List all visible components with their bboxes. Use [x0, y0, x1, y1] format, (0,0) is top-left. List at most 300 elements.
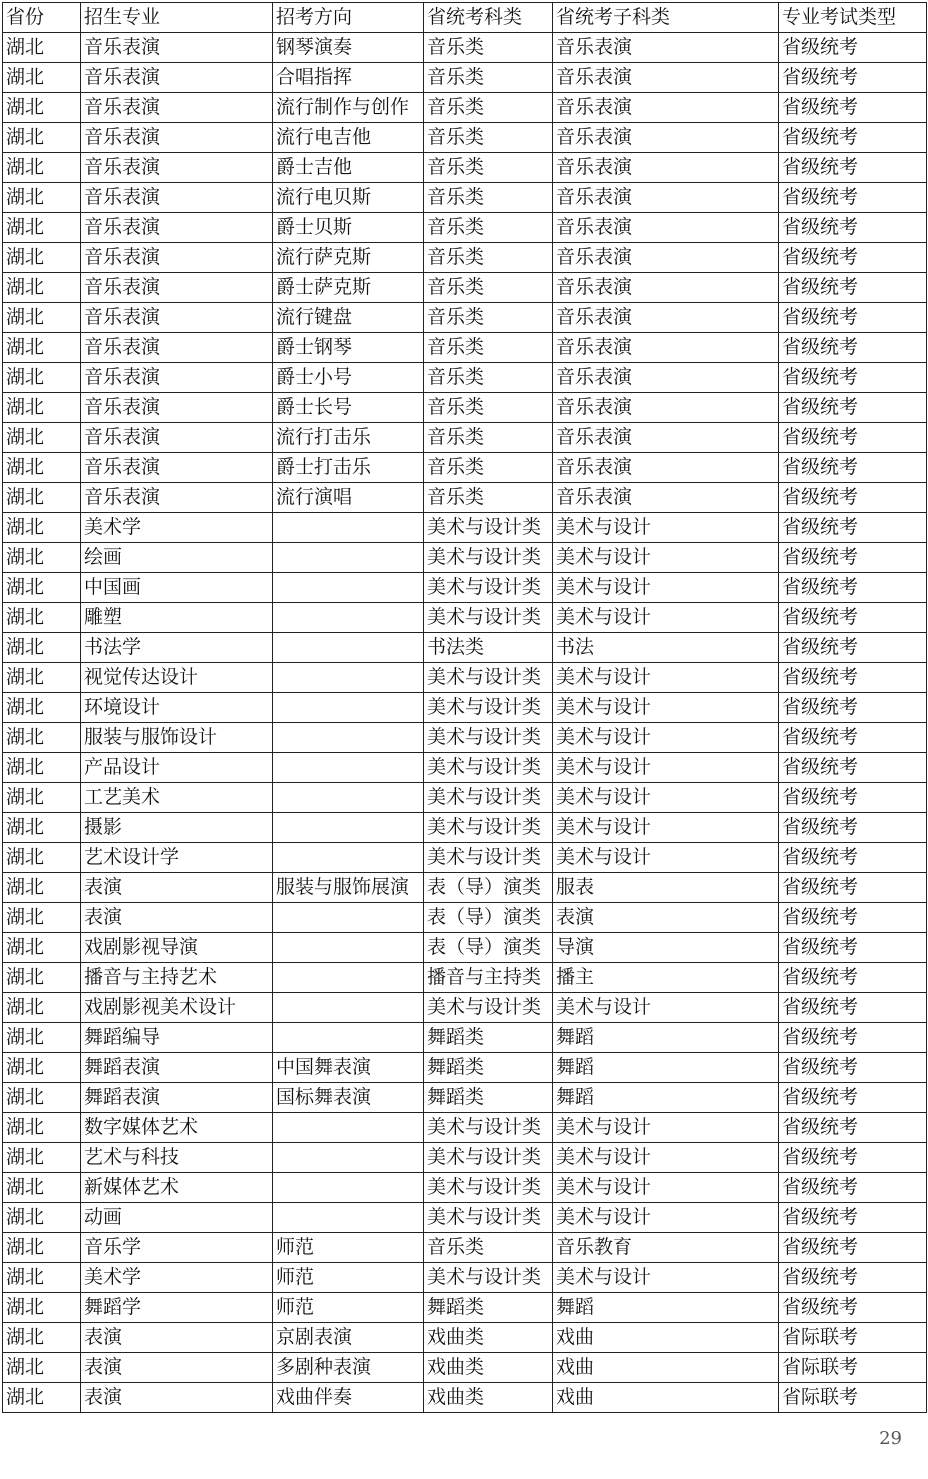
- province-cell: 湖北: [3, 1383, 81, 1413]
- exam-subcategory-cell: 戏曲: [553, 1323, 779, 1353]
- exam-type-cell: 省级统考: [779, 573, 927, 603]
- exam-type-cell: 省际联考: [779, 1383, 927, 1413]
- table-row: [3, 843, 927, 873]
- exam-subcategory-cell: 音乐表演: [553, 483, 779, 513]
- exam-subcategory-cell: 音乐表演: [553, 393, 779, 423]
- table-row: [3, 1023, 927, 1053]
- province-cell: 湖北: [3, 1023, 81, 1053]
- table-body: [3, 33, 927, 1413]
- major-cell: 音乐表演: [81, 273, 273, 303]
- exam-subcategory-cell: 舞蹈: [553, 1083, 779, 1113]
- table-row: [3, 603, 927, 633]
- table-row: [3, 1353, 927, 1383]
- direction-cell: [273, 633, 424, 663]
- major-cell: 音乐表演: [81, 363, 273, 393]
- exam-subcategory-cell: 舞蹈: [553, 1293, 779, 1323]
- exam-category-cell: 美术与设计类: [424, 993, 553, 1023]
- major-cell: 舞蹈表演: [81, 1053, 273, 1083]
- direction-cell: [273, 993, 424, 1023]
- exam-type-cell: 省级统考: [779, 753, 927, 783]
- province-cell: 湖北: [3, 1323, 81, 1353]
- table-row: [3, 1143, 927, 1173]
- province-cell: 湖北: [3, 63, 81, 93]
- exam-subcategory-cell: 书法: [553, 633, 779, 663]
- table-row: [3, 723, 927, 753]
- direction-cell: 爵士萨克斯: [273, 273, 424, 303]
- major-cell: 音乐表演: [81, 483, 273, 513]
- major-cell: 音乐表演: [81, 423, 273, 453]
- exam-category-cell: 音乐类: [424, 63, 553, 93]
- major-cell: 视觉传达设计: [81, 663, 273, 693]
- exam-category-cell: 音乐类: [424, 123, 553, 153]
- direction-cell: [273, 903, 424, 933]
- direction-cell: 流行键盘: [273, 303, 424, 333]
- province-cell: 湖北: [3, 1233, 81, 1263]
- exam-subcategory-cell: 音乐表演: [553, 333, 779, 363]
- exam-type-cell: 省级统考: [779, 663, 927, 693]
- direction-cell: 流行制作与创作: [273, 93, 424, 123]
- direction-cell: 戏曲伴奏: [273, 1383, 424, 1413]
- exam-category-cell: 音乐类: [424, 243, 553, 273]
- direction-cell: 爵士小号: [273, 363, 424, 393]
- direction-cell: 流行打击乐: [273, 423, 424, 453]
- province-cell: 湖北: [3, 513, 81, 543]
- province-cell: 湖北: [3, 663, 81, 693]
- table-row: [3, 333, 927, 363]
- major-cell: 表演: [81, 873, 273, 903]
- table-row: [3, 693, 927, 723]
- exam-category-cell: 书法类: [424, 633, 553, 663]
- major-cell: 舞蹈学: [81, 1293, 273, 1323]
- exam-subcategory-cell: 美术与设计: [553, 1203, 779, 1233]
- table-row: [3, 903, 927, 933]
- direction-cell: [273, 723, 424, 753]
- exam-subcategory-cell: 戏曲: [553, 1383, 779, 1413]
- exam-category-cell: 美术与设计类: [424, 603, 553, 633]
- exam-type-cell: 省级统考: [779, 813, 927, 843]
- table-row: [3, 1113, 927, 1143]
- province-cell: 湖北: [3, 1293, 81, 1323]
- province-cell: 湖北: [3, 363, 81, 393]
- exam-subcategory-cell: 舞蹈: [553, 1053, 779, 1083]
- province-cell: 湖北: [3, 903, 81, 933]
- major-cell: 音乐表演: [81, 63, 273, 93]
- exam-category-cell: 美术与设计类: [424, 1263, 553, 1293]
- exam-category-cell: 音乐类: [424, 213, 553, 243]
- exam-subcategory-cell: 音乐表演: [553, 273, 779, 303]
- table-row: [3, 813, 927, 843]
- direction-cell: [273, 1203, 424, 1233]
- major-cell: 书法学: [81, 633, 273, 663]
- exam-type-cell: 省级统考: [779, 183, 927, 213]
- exam-subcategory-cell: 舞蹈: [553, 1023, 779, 1053]
- major-cell: 环境设计: [81, 693, 273, 723]
- exam-type-cell: 省级统考: [779, 333, 927, 363]
- province-cell: 湖北: [3, 693, 81, 723]
- province-cell: 湖北: [3, 153, 81, 183]
- major-cell: 表演: [81, 1353, 273, 1383]
- exam-type-cell: 省级统考: [779, 633, 927, 663]
- exam-type-cell: 省级统考: [779, 93, 927, 123]
- table-row: [3, 1383, 927, 1413]
- exam-category-cell: 美术与设计类: [424, 693, 553, 723]
- exam-subcategory-cell: 音乐表演: [553, 243, 779, 273]
- table-row: [3, 93, 927, 123]
- province-cell: 湖北: [3, 1353, 81, 1383]
- exam-type-cell: 省级统考: [779, 543, 927, 573]
- direction-cell: [273, 513, 424, 543]
- direction-cell: [273, 843, 424, 873]
- province-cell: 湖北: [3, 183, 81, 213]
- exam-category-cell: 音乐类: [424, 153, 553, 183]
- table-row: [3, 363, 927, 393]
- table-row: [3, 573, 927, 603]
- exam-type-cell: 省级统考: [779, 213, 927, 243]
- major-cell: 音乐学: [81, 1233, 273, 1263]
- direction-cell: [273, 813, 424, 843]
- table-row: [3, 1203, 927, 1233]
- exam-category-cell: 美术与设计类: [424, 1173, 553, 1203]
- direction-cell: [273, 573, 424, 603]
- major-cell: 音乐表演: [81, 183, 273, 213]
- province-cell: 湖北: [3, 1083, 81, 1113]
- table-row: [3, 513, 927, 543]
- table-row: [3, 633, 927, 663]
- exam-type-cell: 省级统考: [779, 363, 927, 393]
- page-number: 29: [879, 1428, 902, 1449]
- table-row: [3, 543, 927, 573]
- direction-cell: [273, 663, 424, 693]
- header-exam-type: 专业考试类型: [779, 3, 927, 33]
- major-cell: 戏剧影视美术设计: [81, 993, 273, 1023]
- exam-type-cell: 省级统考: [779, 693, 927, 723]
- table-row: [3, 393, 927, 423]
- table-row: [3, 753, 927, 783]
- table-row: [3, 453, 927, 483]
- exam-subcategory-cell: 美术与设计: [553, 993, 779, 1023]
- exam-type-cell: 省级统考: [779, 1293, 927, 1323]
- major-cell: 音乐表演: [81, 213, 273, 243]
- major-cell: 音乐表演: [81, 303, 273, 333]
- major-cell: 产品设计: [81, 753, 273, 783]
- exam-type-cell: 省级统考: [779, 273, 927, 303]
- exam-subcategory-cell: 音乐表演: [553, 453, 779, 483]
- major-cell: 美术学: [81, 513, 273, 543]
- exam-subcategory-cell: 美术与设计: [553, 723, 779, 753]
- province-cell: 湖北: [3, 1143, 81, 1173]
- exam-type-cell: 省级统考: [779, 1023, 927, 1053]
- province-cell: 湖北: [3, 573, 81, 603]
- exam-type-cell: 省级统考: [779, 483, 927, 513]
- exam-subcategory-cell: 音乐表演: [553, 33, 779, 63]
- exam-type-cell: 省级统考: [779, 1113, 927, 1143]
- province-cell: 湖北: [3, 963, 81, 993]
- province-cell: 湖北: [3, 933, 81, 963]
- exam-category-cell: 美术与设计类: [424, 1203, 553, 1233]
- exam-type-cell: 省级统考: [779, 1203, 927, 1233]
- exam-category-cell: 美术与设计类: [424, 783, 553, 813]
- table-row: [3, 273, 927, 303]
- direction-cell: 流行演唱: [273, 483, 424, 513]
- exam-subcategory-cell: 美术与设计: [553, 513, 779, 543]
- province-cell: 湖北: [3, 1053, 81, 1083]
- exam-type-cell: 省级统考: [779, 123, 927, 153]
- province-cell: 湖北: [3, 453, 81, 483]
- direction-cell: 国标舞表演: [273, 1083, 424, 1113]
- exam-subcategory-cell: 美术与设计: [553, 663, 779, 693]
- major-cell: 音乐表演: [81, 123, 273, 153]
- major-cell: 新媒体艺术: [81, 1173, 273, 1203]
- exam-subcategory-cell: 美术与设计: [553, 1263, 779, 1293]
- table-header-row: [3, 3, 927, 33]
- province-cell: 湖北: [3, 603, 81, 633]
- exam-subcategory-cell: 音乐表演: [553, 213, 779, 243]
- direction-cell: 京剧表演: [273, 1323, 424, 1353]
- direction-cell: 中国舞表演: [273, 1053, 424, 1083]
- exam-category-cell: 舞蹈类: [424, 1023, 553, 1053]
- direction-cell: 爵士贝斯: [273, 213, 424, 243]
- exam-category-cell: 美术与设计类: [424, 543, 553, 573]
- exam-category-cell: 音乐类: [424, 483, 553, 513]
- header-exam-category: 省统考科类: [424, 3, 553, 33]
- header-direction: 招考方向: [273, 3, 424, 33]
- exam-category-cell: 表（导）演类: [424, 903, 553, 933]
- exam-type-cell: 省级统考: [779, 783, 927, 813]
- direction-cell: 爵士钢琴: [273, 333, 424, 363]
- major-cell: 舞蹈编导: [81, 1023, 273, 1053]
- exam-type-cell: 省级统考: [779, 1263, 927, 1293]
- exam-category-cell: 表（导）演类: [424, 873, 553, 903]
- direction-cell: [273, 543, 424, 573]
- exam-type-cell: 省级统考: [779, 423, 927, 453]
- province-cell: 湖北: [3, 213, 81, 243]
- direction-cell: [273, 783, 424, 813]
- exam-category-cell: 音乐类: [424, 423, 553, 453]
- exam-category-cell: 音乐类: [424, 453, 553, 483]
- major-cell: 绘画: [81, 543, 273, 573]
- province-cell: 湖北: [3, 723, 81, 753]
- major-cell: 音乐表演: [81, 393, 273, 423]
- direction-cell: [273, 1173, 424, 1203]
- province-cell: 湖北: [3, 333, 81, 363]
- exam-type-cell: 省际联考: [779, 1353, 927, 1383]
- province-cell: 湖北: [3, 753, 81, 783]
- exam-subcategory-cell: 音乐表演: [553, 153, 779, 183]
- exam-type-cell: 省级统考: [779, 63, 927, 93]
- exam-type-cell: 省级统考: [779, 453, 927, 483]
- exam-category-cell: 音乐类: [424, 1233, 553, 1263]
- table-row: [3, 63, 927, 93]
- province-cell: 湖北: [3, 993, 81, 1023]
- exam-category-cell: 音乐类: [424, 303, 553, 333]
- direction-cell: [273, 693, 424, 723]
- exam-subcategory-cell: 播主: [553, 963, 779, 993]
- province-cell: 湖北: [3, 483, 81, 513]
- exam-subcategory-cell: 美术与设计: [553, 753, 779, 783]
- major-cell: 工艺美术: [81, 783, 273, 813]
- exam-subcategory-cell: 表演: [553, 903, 779, 933]
- exam-subcategory-cell: 音乐表演: [553, 183, 779, 213]
- exam-type-cell: 省级统考: [779, 1173, 927, 1203]
- exam-subcategory-cell: 音乐表演: [553, 423, 779, 453]
- major-cell: 音乐表演: [81, 33, 273, 63]
- exam-subcategory-cell: 美术与设计: [553, 1173, 779, 1203]
- direction-cell: 师范: [273, 1293, 424, 1323]
- province-cell: 湖北: [3, 93, 81, 123]
- exam-category-cell: 音乐类: [424, 33, 553, 63]
- header-province: 省份: [3, 3, 81, 33]
- exam-subcategory-cell: 音乐表演: [553, 93, 779, 123]
- province-cell: 湖北: [3, 1203, 81, 1233]
- province-cell: 湖北: [3, 243, 81, 273]
- table-row: [3, 33, 927, 63]
- table-row: [3, 423, 927, 453]
- major-cell: 表演: [81, 903, 273, 933]
- major-cell: 艺术设计学: [81, 843, 273, 873]
- province-cell: 湖北: [3, 783, 81, 813]
- table-row: [3, 1293, 927, 1323]
- province-cell: 湖北: [3, 873, 81, 903]
- direction-cell: [273, 963, 424, 993]
- direction-cell: [273, 1143, 424, 1173]
- major-cell: 舞蹈表演: [81, 1083, 273, 1113]
- exam-type-cell: 省级统考: [779, 33, 927, 63]
- province-cell: 湖北: [3, 543, 81, 573]
- province-cell: 湖北: [3, 1173, 81, 1203]
- direction-cell: 爵士吉他: [273, 153, 424, 183]
- exam-subcategory-cell: 美术与设计: [553, 1113, 779, 1143]
- table-row: [3, 783, 927, 813]
- major-cell: 戏剧影视导演: [81, 933, 273, 963]
- direction-cell: 流行电贝斯: [273, 183, 424, 213]
- major-cell: 数字媒体艺术: [81, 1113, 273, 1143]
- exam-type-cell: 省级统考: [779, 1053, 927, 1083]
- major-cell: 服装与服饰设计: [81, 723, 273, 753]
- major-cell: 音乐表演: [81, 93, 273, 123]
- province-cell: 湖北: [3, 33, 81, 63]
- exam-category-cell: 美术与设计类: [424, 753, 553, 783]
- direction-cell: [273, 1113, 424, 1143]
- major-cell: 艺术与科技: [81, 1143, 273, 1173]
- exam-type-cell: 省际联考: [779, 1323, 927, 1353]
- exam-subcategory-cell: 音乐表演: [553, 363, 779, 393]
- major-cell: 音乐表演: [81, 333, 273, 363]
- direction-cell: 爵士长号: [273, 393, 424, 423]
- major-cell: 音乐表演: [81, 243, 273, 273]
- table-row: [3, 243, 927, 273]
- direction-cell: 爵士打击乐: [273, 453, 424, 483]
- table-row: [3, 663, 927, 693]
- exam-type-cell: 省级统考: [779, 1233, 927, 1263]
- major-cell: 摄影: [81, 813, 273, 843]
- exam-type-cell: 省级统考: [779, 723, 927, 753]
- exam-category-cell: 美术与设计类: [424, 1113, 553, 1143]
- major-cell: 动画: [81, 1203, 273, 1233]
- exam-subcategory-cell: 音乐表演: [553, 123, 779, 153]
- exam-category-cell: 戏曲类: [424, 1323, 553, 1353]
- exam-type-cell: 省级统考: [779, 1083, 927, 1113]
- province-cell: 湖北: [3, 123, 81, 153]
- exam-category-cell: 播音与主持类: [424, 963, 553, 993]
- exam-category-cell: 美术与设计类: [424, 663, 553, 693]
- table-row: [3, 483, 927, 513]
- exam-category-cell: 美术与设计类: [424, 573, 553, 603]
- exam-category-cell: 音乐类: [424, 333, 553, 363]
- exam-category-cell: 戏曲类: [424, 1383, 553, 1413]
- province-cell: 湖北: [3, 1113, 81, 1143]
- major-cell: 美术学: [81, 1263, 273, 1293]
- major-cell: 表演: [81, 1383, 273, 1413]
- exam-category-cell: 音乐类: [424, 93, 553, 123]
- province-cell: 湖北: [3, 303, 81, 333]
- table-row: [3, 303, 927, 333]
- exam-category-cell: 戏曲类: [424, 1353, 553, 1383]
- major-cell: 音乐表演: [81, 453, 273, 483]
- exam-category-cell: 音乐类: [424, 273, 553, 303]
- header-major: 招生专业: [81, 3, 273, 33]
- direction-cell: 流行电吉他: [273, 123, 424, 153]
- direction-cell: 流行萨克斯: [273, 243, 424, 273]
- table-row: [3, 933, 927, 963]
- exam-category-cell: 音乐类: [424, 183, 553, 213]
- exam-type-cell: 省级统考: [779, 303, 927, 333]
- major-cell: 中国画: [81, 573, 273, 603]
- province-cell: 湖北: [3, 813, 81, 843]
- major-cell: 雕塑: [81, 603, 273, 633]
- table-row: [3, 1053, 927, 1083]
- province-cell: 湖北: [3, 1263, 81, 1293]
- exam-type-cell: 省级统考: [779, 393, 927, 423]
- exam-category-cell: 舞蹈类: [424, 1053, 553, 1083]
- exam-category-cell: 美术与设计类: [424, 513, 553, 543]
- exam-type-cell: 省级统考: [779, 603, 927, 633]
- direction-cell: [273, 603, 424, 633]
- direction-cell: [273, 933, 424, 963]
- table-row: [3, 1263, 927, 1293]
- exam-category-cell: 舞蹈类: [424, 1083, 553, 1113]
- province-cell: 湖北: [3, 633, 81, 663]
- table-row: [3, 153, 927, 183]
- province-cell: 湖北: [3, 393, 81, 423]
- table-row: [3, 993, 927, 1023]
- exam-type-cell: 省级统考: [779, 963, 927, 993]
- exam-category-cell: 美术与设计类: [424, 723, 553, 753]
- exam-type-cell: 省级统考: [779, 933, 927, 963]
- table-row: [3, 183, 927, 213]
- direction-cell: 师范: [273, 1263, 424, 1293]
- exam-subcategory-cell: 美术与设计: [553, 603, 779, 633]
- direction-cell: 多剧种表演: [273, 1353, 424, 1383]
- exam-subcategory-cell: 美术与设计: [553, 543, 779, 573]
- exam-type-cell: 省级统考: [779, 1143, 927, 1173]
- table-row: [3, 963, 927, 993]
- exam-type-cell: 省级统考: [779, 843, 927, 873]
- exam-type-cell: 省级统考: [779, 993, 927, 1023]
- province-cell: 湖北: [3, 843, 81, 873]
- direction-cell: 合唱指挥: [273, 63, 424, 93]
- exam-subcategory-cell: 音乐表演: [553, 63, 779, 93]
- direction-cell: 钢琴演奏: [273, 33, 424, 63]
- table-row: [3, 1323, 927, 1353]
- table-row: [3, 873, 927, 903]
- exam-type-cell: 省级统考: [779, 903, 927, 933]
- exam-type-cell: 省级统考: [779, 243, 927, 273]
- exam-type-cell: 省级统考: [779, 153, 927, 183]
- direction-cell: 服装与服饰展演: [273, 873, 424, 903]
- table-row: [3, 1233, 927, 1263]
- exam-category-cell: 表（导）演类: [424, 933, 553, 963]
- exam-category-cell: 美术与设计类: [424, 843, 553, 873]
